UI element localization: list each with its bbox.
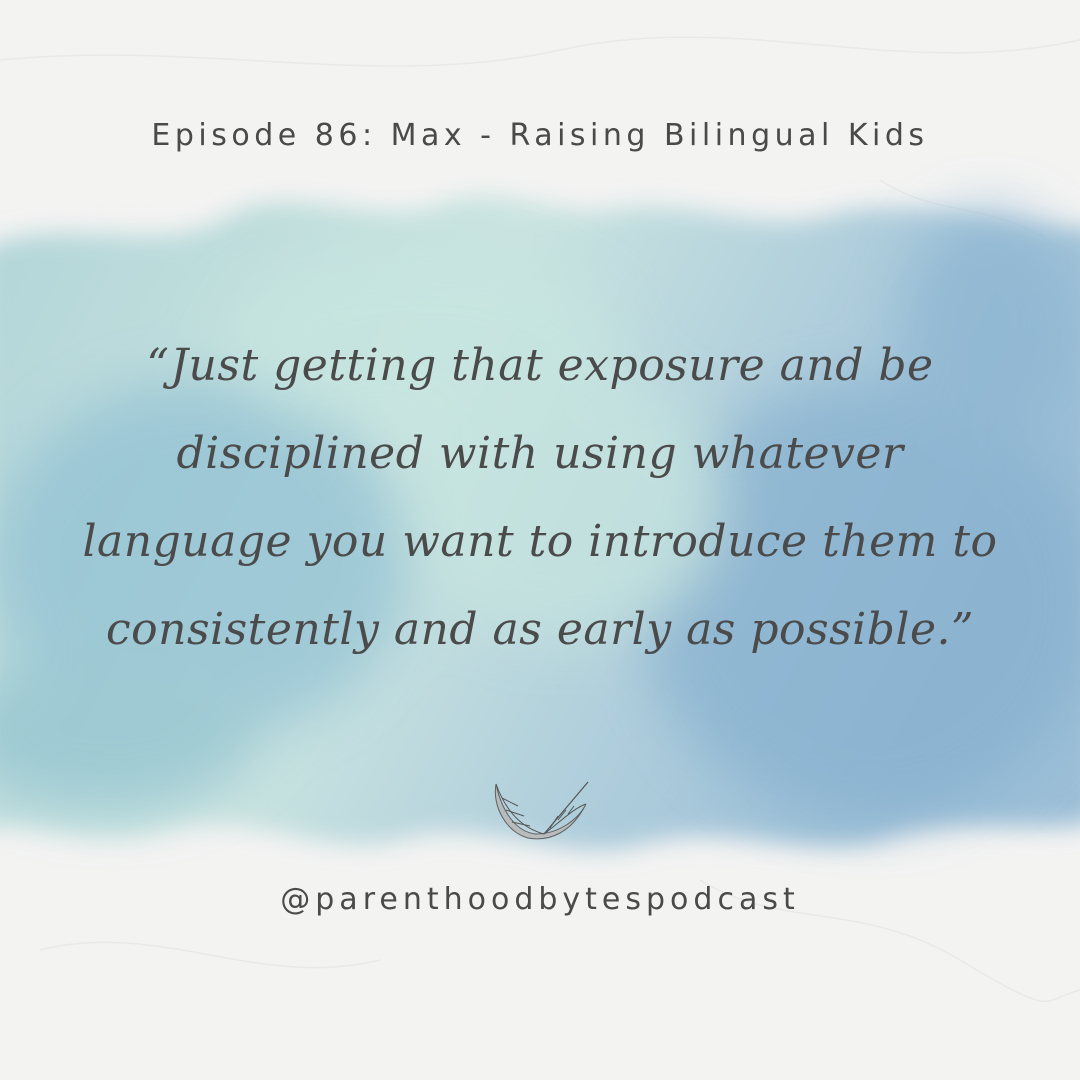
feather-icon (488, 776, 598, 846)
quote-text: “Just getting that exposure and be disciplined with using whatever language you want to introduce them to consistently and as early as possible.” (82, 340, 998, 655)
episode-title: Episode 86: Max - Raising Bilingual Kids (151, 118, 929, 153)
podcast-handle: @parenthoodbytespodcast (280, 882, 800, 917)
